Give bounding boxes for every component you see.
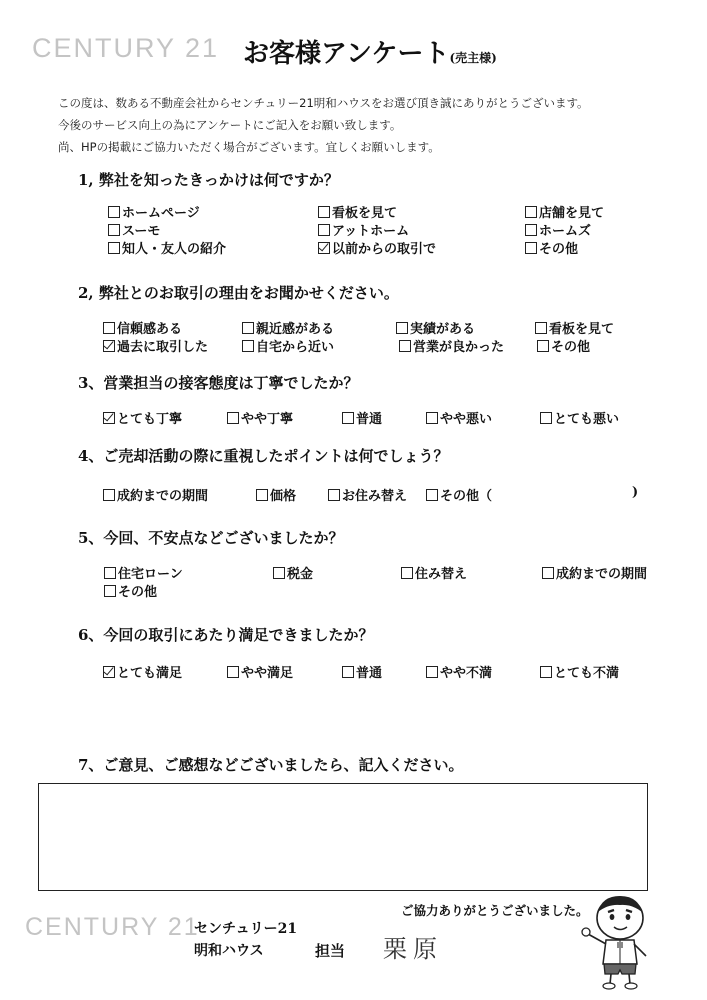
checkbox[interactable] — [108, 206, 120, 218]
intro-line-1: この度は、数ある不動産会社からセンチュリー21明和ハウスをお選び頂き誠にありがとうございます。 — [58, 96, 589, 110]
checkbox[interactable] — [525, 242, 537, 254]
q1-option-other[interactable]: その他 — [525, 238, 578, 257]
checkbox[interactable] — [328, 489, 340, 501]
q6-option-somewhat-dissatisfied[interactable]: やや不満 — [426, 662, 492, 681]
q1-option-signboard[interactable]: 看板を見て — [318, 202, 397, 221]
q3-option-very-bad[interactable]: とても悪い — [540, 408, 619, 427]
q4-option-price[interactable]: 価格 — [256, 485, 296, 504]
q1-option-homes[interactable]: ホームズ — [525, 220, 591, 239]
q6-option-normal[interactable]: 普通 — [342, 662, 382, 681]
question-4-label: 4、ご売却活動の際に重視したポイントは何でしょう？ — [78, 447, 449, 465]
q3-option-normal[interactable]: 普通 — [342, 408, 382, 427]
checkbox[interactable] — [399, 340, 411, 352]
checkbox-checked[interactable] — [103, 412, 115, 424]
checkbox[interactable] — [342, 412, 354, 424]
question-3-label: 3、営業担当の接客態度は丁寧でしたか？ — [78, 374, 359, 392]
checkbox[interactable] — [318, 224, 330, 236]
q2-option-near-home[interactable]: 自宅から近い — [242, 336, 334, 355]
checkbox[interactable] — [273, 567, 285, 579]
q4-option-other[interactable]: その他（ — [426, 485, 492, 504]
q2-option-other[interactable]: その他 — [537, 336, 590, 355]
q2-option-good-sales[interactable]: 営業が良かった — [399, 336, 504, 355]
checkbox[interactable] — [103, 322, 115, 334]
q6-option-somewhat-satisfied[interactable]: やや満足 — [227, 662, 293, 681]
checkbox[interactable] — [242, 322, 254, 334]
q4-option-relocation[interactable]: お住み替え — [328, 485, 407, 504]
question-2-label: 2, 弊社とのお取引の理由をお聞かせください。 — [78, 284, 399, 302]
checkbox[interactable] — [103, 489, 115, 501]
q1-option-suumo[interactable]: スーモ — [108, 220, 160, 239]
question-6-label: 6、今回の取引にあたり満足できましたか？ — [78, 626, 374, 644]
q6-option-very-dissatisfied[interactable]: とても不満 — [540, 662, 619, 681]
q1-option-athome[interactable]: アットホーム — [318, 220, 409, 239]
checkbox[interactable] — [426, 489, 438, 501]
q4-other-paren-close: ) — [632, 485, 639, 500]
checkbox[interactable] — [108, 224, 120, 236]
q5-option-housing-loan[interactable]: 住宅ローン — [104, 563, 183, 582]
checkbox[interactable] — [540, 412, 552, 424]
checkbox[interactable] — [401, 567, 413, 579]
title-suffix: (売主様) — [449, 51, 497, 65]
q5-option-tax[interactable]: 税金 — [273, 563, 313, 582]
checkbox[interactable] — [426, 412, 438, 424]
footer-logo: CENTURY 21 — [25, 913, 200, 941]
q6-option-very-satisfied[interactable]: とても満足 — [103, 662, 182, 681]
title-main: お客様アンケート — [243, 39, 450, 69]
q1-option-referral[interactable]: 知人・友人の紹介 — [108, 238, 226, 257]
header-logo: CENTURY 21 — [32, 33, 220, 63]
checkbox[interactable] — [104, 585, 116, 597]
checkbox[interactable] — [227, 412, 239, 424]
company-name-line-2: 明和ハウス — [194, 943, 264, 959]
staff-signature: 栗原 — [383, 935, 443, 963]
q4-option-period[interactable]: 成約までの期間 — [103, 485, 208, 504]
intro-line-3: 尚、HPの掲載にご協力いただく場合がございます。宜しくお願いします。 — [58, 140, 440, 154]
q3-option-very-polite[interactable]: とても丁寧 — [103, 408, 182, 427]
q1-option-homepage[interactable]: ホームページ — [108, 202, 200, 221]
q3-option-somewhat-bad[interactable]: やや悪い — [426, 408, 492, 427]
comment-textarea[interactable] — [38, 783, 648, 891]
checkbox[interactable] — [537, 340, 549, 352]
question-5-label: 5、今回、不安点などございましたか？ — [78, 529, 344, 547]
q5-option-other[interactable]: その他 — [104, 581, 157, 600]
checkbox-checked[interactable] — [318, 242, 330, 254]
q2-option-past-deal[interactable]: 過去に取引した — [103, 336, 208, 355]
checkbox[interactable] — [342, 666, 354, 678]
question-7-label: 7、ご意見、ご感想などございましたら、記入ください。 — [78, 756, 464, 774]
thanks-message: ご協力ありがとうございました。 — [401, 903, 589, 918]
q2-option-track-record[interactable]: 実績がある — [396, 318, 475, 337]
checkbox[interactable] — [535, 322, 547, 334]
checkbox-checked[interactable] — [103, 666, 115, 678]
checkbox[interactable] — [318, 206, 330, 218]
checkbox[interactable] — [227, 666, 239, 678]
q1-option-store[interactable]: 店舗を見て — [525, 202, 604, 221]
staff-label: 担当 — [315, 942, 346, 960]
checkbox[interactable] — [108, 242, 120, 254]
q2-option-familiarity[interactable]: 親近感がある — [242, 318, 334, 337]
checkbox[interactable] — [525, 224, 537, 236]
q1-option-previous-business[interactable]: 以前からの取引で — [318, 238, 436, 257]
q5-option-period[interactable]: 成約までの期間 — [542, 563, 647, 582]
question-1-label: 1, 弊社を知ったきっかけは何ですか？ — [78, 171, 339, 189]
page-title — [243, 33, 497, 70]
q2-option-signboard[interactable]: 看板を見て — [535, 318, 614, 337]
cartoon-boy-mascot-icon — [580, 890, 656, 990]
checkbox[interactable] — [104, 567, 116, 579]
checkbox[interactable] — [525, 206, 537, 218]
q2-option-trust[interactable]: 信頼感ある — [103, 318, 182, 337]
checkbox-checked[interactable] — [103, 340, 115, 352]
checkbox[interactable] — [396, 322, 408, 334]
checkbox[interactable] — [540, 666, 552, 678]
intro-line-2: 今後のサービス向上の為にアンケートにご記入をお願い致します。 — [58, 118, 402, 132]
q3-option-somewhat-polite[interactable]: やや丁寧 — [227, 408, 293, 427]
q5-option-relocation[interactable]: 住み替え — [401, 563, 467, 582]
checkbox[interactable] — [242, 340, 254, 352]
company-name-line-1: センチュリー21 — [194, 921, 298, 937]
checkbox[interactable] — [426, 666, 438, 678]
checkbox[interactable] — [256, 489, 268, 501]
checkbox[interactable] — [542, 567, 554, 579]
